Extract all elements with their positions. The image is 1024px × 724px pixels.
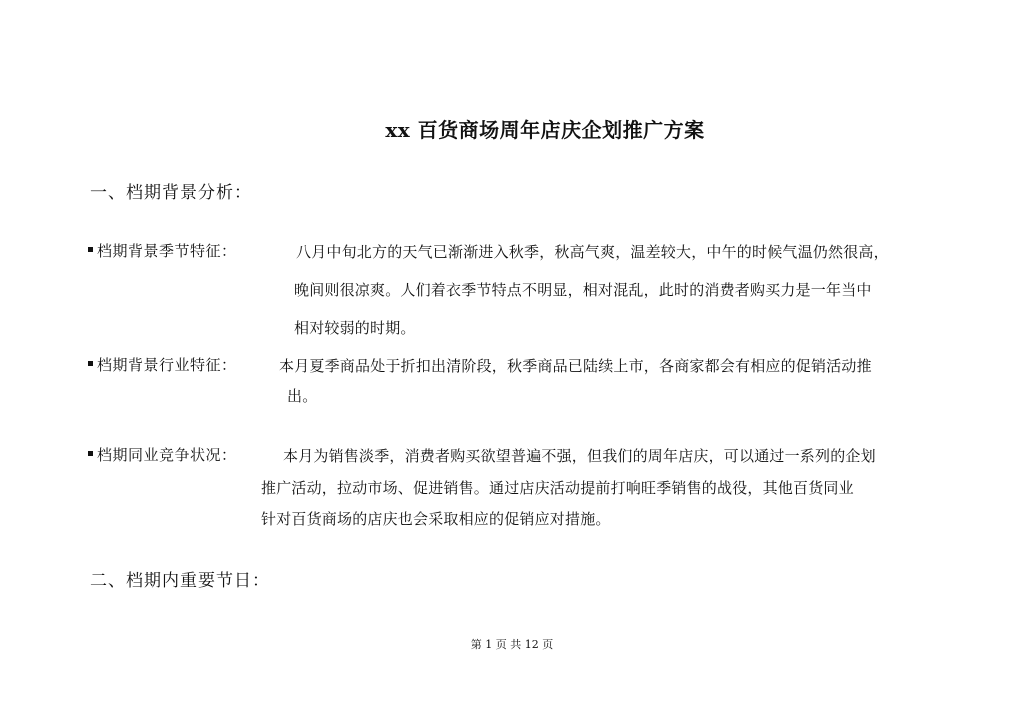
paragraph-line: 相对较弱的时期。 <box>294 319 416 337</box>
paragraph-line: 八月中旬北方的天气已渐渐进入秋季，秋高气爽，温差较大，中午的时候气温仍然很高， <box>296 243 889 261</box>
item-label-text: 档期背景季节特征： <box>97 242 237 260</box>
section-heading-holidays: 二、档期内重要节日： <box>90 571 270 591</box>
item-label-industry <box>88 354 237 375</box>
item-label-text: 档期背景行业特征： <box>97 356 237 374</box>
bullet-icon <box>88 361 93 366</box>
paragraph-line: 针对百货商场的店庆也会采取相应的促销应对措施。 <box>261 510 611 528</box>
paragraph-line: 晚间则很凉爽。人们着衣季节特点不明显，相对混乱，此时的消费者购买力是一年当中 <box>294 281 872 299</box>
bullet-icon <box>88 451 93 456</box>
item-label-season <box>88 240 237 261</box>
page-footer: 第 1 页 共 12 页 <box>470 638 554 651</box>
paragraph-line: 推广活动，拉动市场、促进销售。通过店庆活动提前打响旺季销售的战役，其他百货同业 <box>261 479 854 497</box>
paragraph-line: 本月夏季商品处于折扣出清阶段，秋季商品已陆续上市，各商家都会有相应的促销活动推 <box>279 357 872 375</box>
item-label-competition <box>88 444 237 465</box>
section-heading-background: 一、档期背景分析： <box>90 183 252 203</box>
paragraph-line: 出。 <box>287 387 318 405</box>
paragraph-line: 本月为销售淡季，消费者购买欲望普遍不强，但我们的周年店庆，可以通过一系列的企划 <box>283 447 876 465</box>
document-title: xx 百货商场周年店庆企划推广方案 <box>385 118 705 142</box>
item-label-text: 档期同业竞争状况： <box>97 446 237 464</box>
bullet-icon <box>88 247 93 252</box>
